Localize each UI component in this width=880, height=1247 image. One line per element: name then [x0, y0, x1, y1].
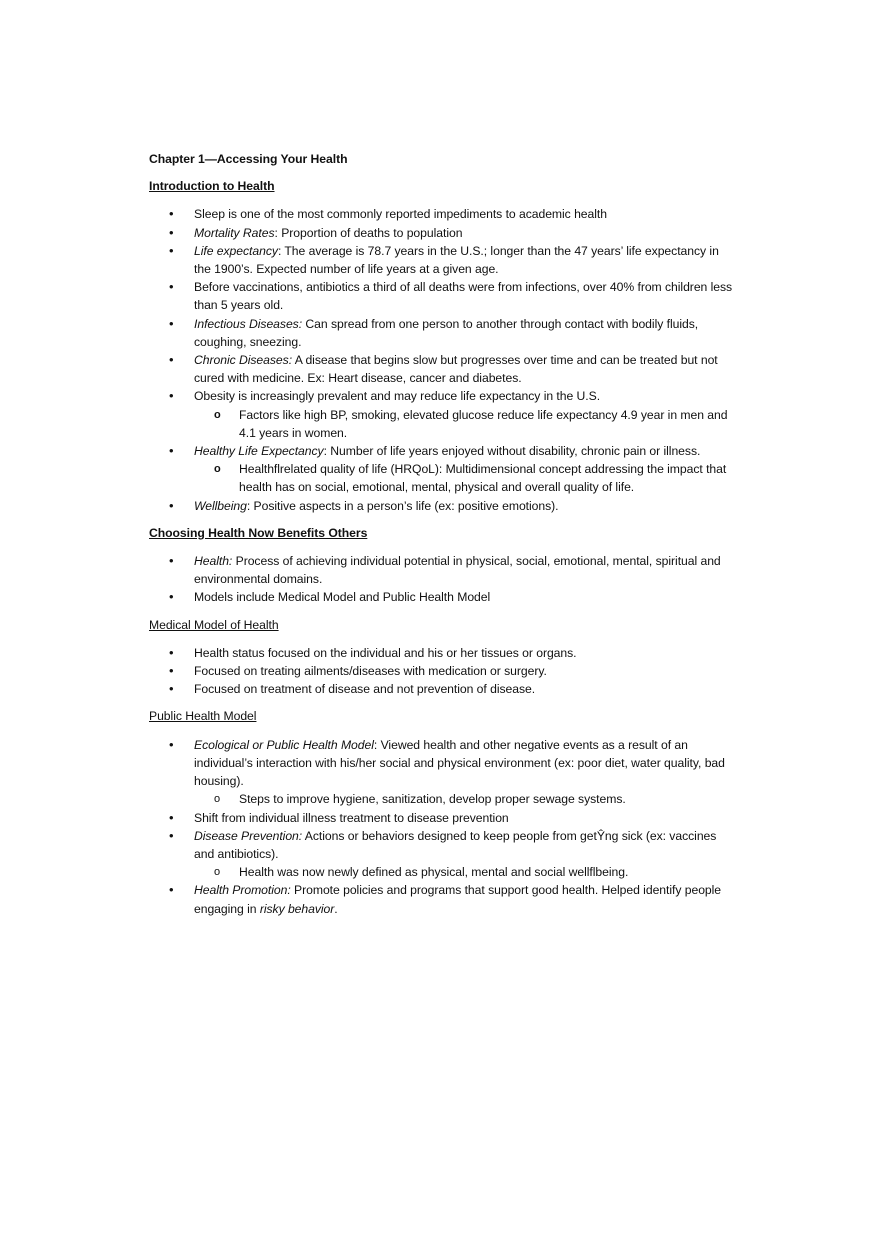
term: Wellbeing [194, 498, 247, 513]
term: Life expectancy [194, 243, 278, 258]
section-heading-choosing-health: Choosing Health Now Benefits Others [149, 525, 368, 540]
list-item: • Before vaccinations, antibiotics a third of all deaths were from infections, over 40% from children less than 5 years old. [149, 278, 734, 314]
term: Chronic Diseases: [194, 353, 293, 368]
list-item: • Models include Medical Model and Public Health Model [149, 588, 734, 606]
list-item: • Ecological or Public Health Model: Viewed health and other negative events as a result of an individual’s interaction with his/her social and physical environment (ex: poor diet, water quality, bad housing). o Steps to improve hygiene, sanitization, develop proper sewage systems. [149, 736, 734, 809]
term: risky behavior [259, 901, 335, 916]
section-heading-medical-model: Medical Model of Health [149, 617, 279, 632]
list-item: • Infectious Diseases: Can spread from one person to another through contact with bodily fluids, coughing, sneezing. [149, 315, 734, 351]
term: Healthy Life Expectancy [194, 444, 324, 459]
list-item: • Chronic Diseases: A disease that begins slow but progresses over time and can be treated but not cured with medicine. Ex: Heart disease, cancer and diabetes. [149, 351, 734, 387]
sub-list-item: o Health was now newly defined as physical, mental and social wellflbeing. [194, 863, 731, 881]
sub-list [194, 863, 734, 881]
sub-list-item: o Healthflrelated quality of life (HRQoL): Multidimensional concept addressing the impact that health has on social, emotional, mental, physical and overall quality of life. [194, 460, 731, 496]
list-item: • Sleep is one of the most commonly reported impediments to academic health [149, 205, 734, 223]
list-item: • Health: Process of achieving individual potential in physical, social, emotional, mental, spiritual and environmental domains. [149, 552, 734, 588]
list-item: • Obesity is increasingly prevalent and may reduce life expectancy in the U.S. o Factors like high BP, smoking, elevated glucose reduce life expectancy 4.9 year in men and 4.1 years in women. [149, 387, 734, 442]
list-item: • Focused on treatment of disease and not prevention of disease. [149, 680, 734, 698]
section-heading-introduction: Introduction to Health [149, 179, 275, 194]
public-health-list [149, 736, 749, 918]
sub-list-item: o Steps to improve hygiene, sanitization, develop proper sewage systems. [194, 790, 731, 808]
introduction-list [149, 205, 749, 514]
sub-list [194, 406, 734, 442]
term: Mortality Rates [194, 225, 275, 240]
sub-list [194, 790, 734, 808]
list-item: • Shift from individual illness treatment to disease prevention [149, 809, 734, 827]
list-item: • Healthy Life Expectancy: Number of life years enjoyed without disability, chronic pain or illness. o Healthflrelated quality of life (HRQoL): Multidimensional concept addressing the impact that health has on social, emotional, mental, physical and overall quality of life. [149, 442, 734, 497]
chapter-title: Chapter 1—Accessing Your Health [149, 152, 348, 166]
term: Health: [194, 554, 233, 569]
list-item: • Disease Prevention: Actions or behaviors designed to keep people from getŶng sick (ex: vaccines and antibiotics). o Health was now newly defined as physical, mental and social wellflbeing. [149, 827, 734, 882]
term: Ecological or Public Health Model [194, 737, 374, 752]
document-page [149, 150, 749, 927]
list-item: • Focused on treating ailments/diseases with medication or surgery. [149, 662, 734, 680]
list-item: • Wellbeing: Positive aspects in a person’s life (ex: positive emotions). [149, 497, 734, 515]
list-item: • Mortality Rates: Proportion of deaths to population [149, 224, 734, 242]
section-heading-public-health-model: Public Health Model [149, 709, 257, 724]
term: Health Promotion: [194, 883, 291, 898]
choosing-health-list [149, 552, 749, 607]
term: Disease Prevention: [194, 828, 303, 843]
sub-list [194, 460, 734, 496]
list-item: • Health status focused on the individual and his or her tissues or organs. [149, 644, 734, 662]
list-item: • Life expectancy: The average is 78.7 years in the U.S.; longer than the 47 years’ life expectancy in the 1900’s. Expected number of life years at a given age. [149, 242, 734, 278]
list-item: • Health Promotion: Promote policies and programs that support good health. Helped identify people engaging in risky behavior. [149, 881, 734, 917]
term: Infectious Diseases: [194, 316, 303, 331]
sub-list-item: o Factors like high BP, smoking, elevated glucose reduce life expectancy 4.9 year in men and 4.1 years in women. [194, 406, 731, 442]
medical-model-list [149, 644, 749, 699]
